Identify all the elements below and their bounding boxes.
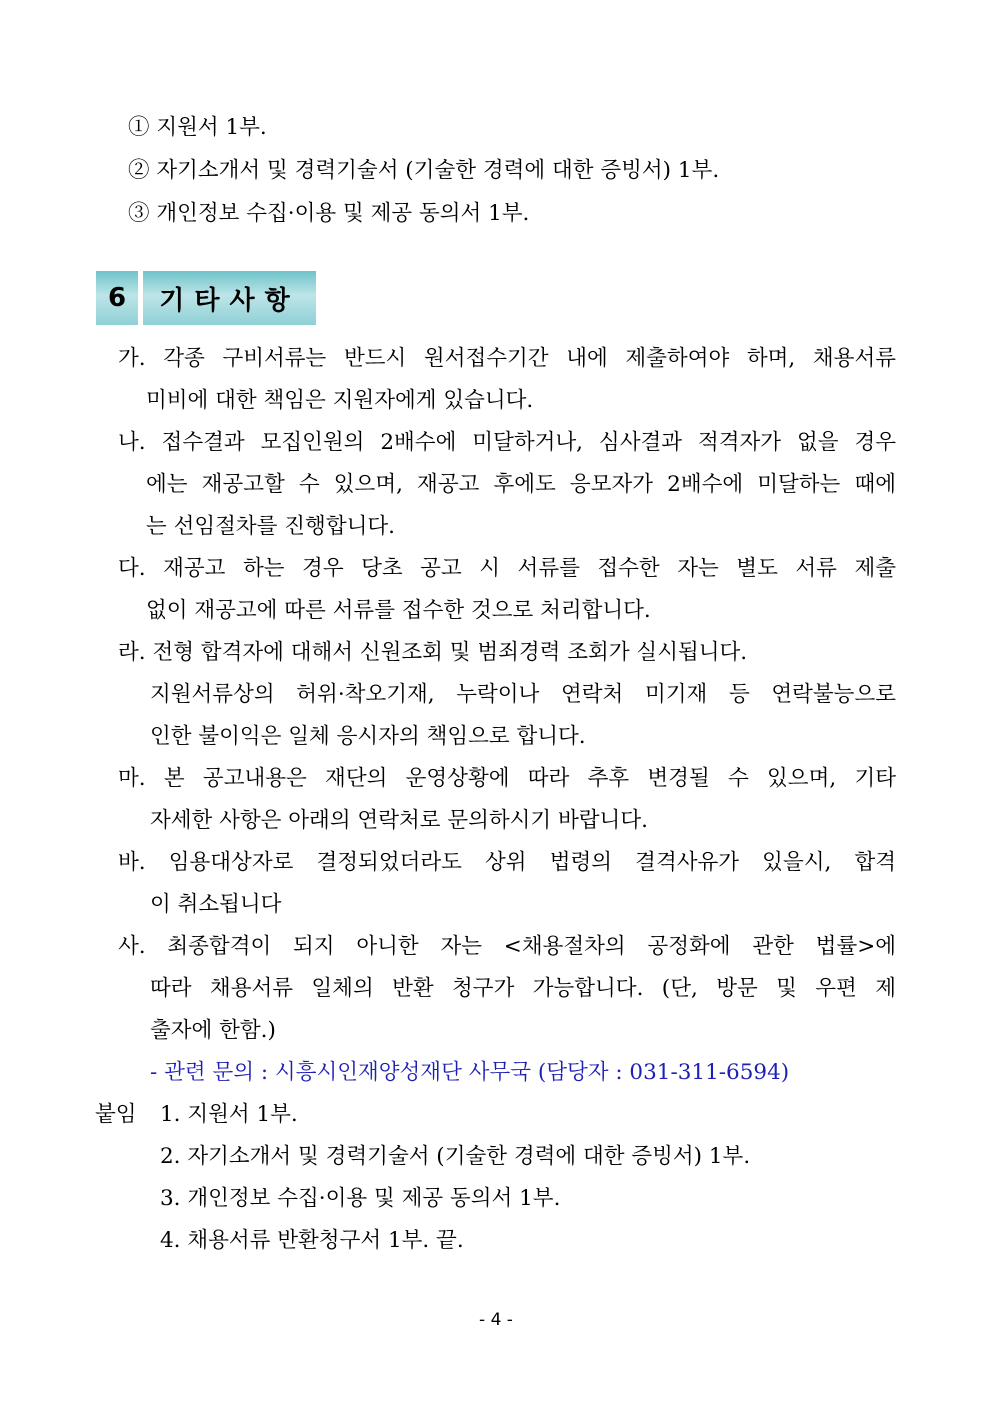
item-na-line-1: 나. 접수결과 모집인원의 2배수에 미달하거나, 심사결과 적격자가 없을 경우 (118, 430, 896, 455)
item-ra-line-2: 지원서류상의 허위·착오기재, 누락이나 연락처 미기재 등 연락불능으로 (150, 682, 896, 707)
item-sa-line-2: 따라 채용서류 일체의 반환 청구가 가능합니다. (단, 방문 및 우편 제 (150, 976, 896, 1001)
contact-info: - 관련 문의 : 시흥시인재양성재단 사무국 (담당자 : 031-311-6594) (150, 1060, 790, 1085)
item-ga-line-2: 미비에 대한 책임은 지원자에게 있습니다. (146, 388, 534, 413)
item-ba-line-1: 바. 임용대상자로 결정되었더라도 상위 법령의 결격사유가 있을시, 합격 (118, 850, 896, 875)
item-sa-line-1: 사. 최종합격이 되지 아니한 자는 <채용절차의 공정화에 관한 법률>에 (118, 934, 896, 959)
item-sa-line-3: 출자에 한함.) (150, 1018, 276, 1043)
section-number-badge: 6 (96, 271, 138, 325)
attachments-label: 붙임 (95, 1102, 137, 1127)
attachment-item-2: 2. 자기소개서 및 경력기술서 (기술한 경력에 대한 증빙서) 1부. (160, 1144, 751, 1169)
item-ma-line-2: 자세한 사항은 아래의 연락처로 문의하시기 바랍니다. (150, 808, 648, 833)
attachment-item-3: 3. 개인정보 수집·이용 및 제공 동의서 1부. (160, 1186, 561, 1211)
page-number: - 4 - (479, 1310, 513, 1330)
item-ma-line-1: 마. 본 공고내용은 재단의 운영상황에 따라 추후 변경될 수 있으며, 기타 (118, 766, 896, 791)
item-na-line-2: 에는 재공고할 수 있으며, 재공고 후에도 응모자가 2배수에 미달하는 때에 (146, 472, 896, 497)
item-ra-line-3: 인한 불이익은 일체 응시자의 책임으로 합니다. (150, 724, 586, 749)
item-da-line-2: 없이 재공고에 따른 서류를 접수한 것으로 처리합니다. (146, 598, 651, 623)
item-ga-line-1: 가. 각종 구비서류는 반드시 원서접수기간 내에 제출하여야 하며, 채용서류 (118, 346, 896, 371)
top-list-item-3: ③ 개인정보 수집·이용 및 제공 동의서 1부. (128, 201, 530, 226)
item-ba-line-2: 이 취소됩니다 (150, 892, 282, 917)
top-list-item-1: ① 지원서 1부. (128, 115, 267, 140)
attachment-item-4: 4. 채용서류 반환청구서 1부. 끝. (160, 1228, 464, 1253)
item-na-line-3: 는 선임절차를 진행합니다. (146, 514, 395, 539)
item-da-line-1: 다. 재공고 하는 경우 당초 공고 시 서류를 접수한 자는 별도 서류 제출 (118, 556, 896, 581)
item-ra-line-1: 라. 전형 합격자에 대해서 신원조회 및 범죄경력 조회가 실시됩니다. (118, 640, 748, 665)
section-title: 기타사항 (143, 271, 316, 325)
attachment-item-1: 1. 지원서 1부. (160, 1102, 298, 1127)
top-list-item-2: ② 자기소개서 및 경력기술서 (기술한 경력에 대한 증빙서) 1부. (128, 158, 720, 183)
